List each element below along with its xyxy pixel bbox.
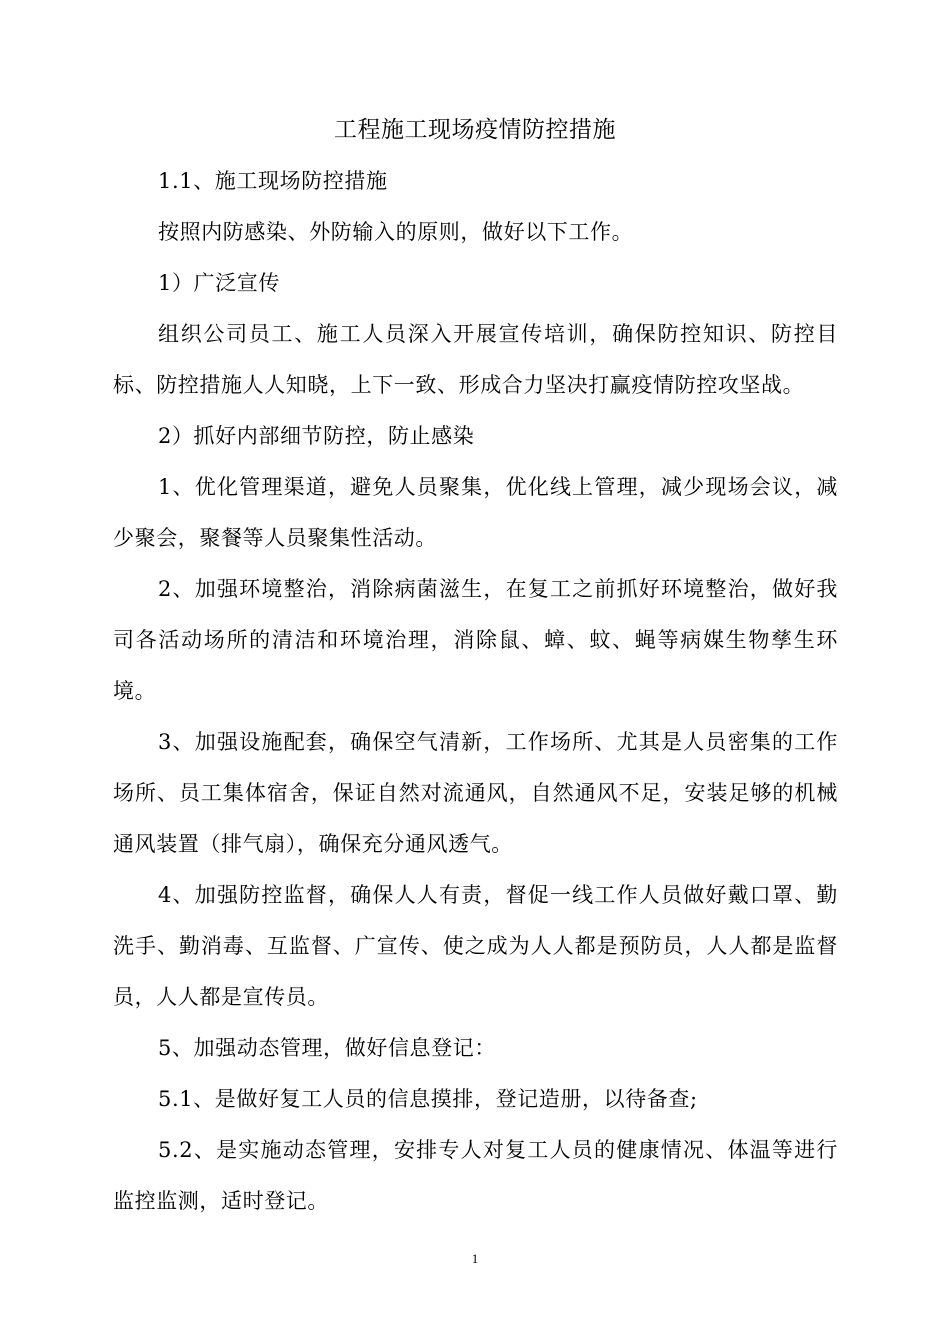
paragraph-item-5-2: 5.2、是实施动态管理，安排专人对复工人员的健康情况、体温等进行监控监测，适时登记。 — [113, 1138, 838, 1213]
paragraph-item-4: 4、加强防控监督，确保人人有责，督促一线工作人员做好戴口罩、勤洗手、勤消毒、互监督、广宣传、使之成为人人都是预防员，人人都是监督员，人人都是宣传员。 — [113, 883, 838, 1009]
section-heading: 1.1、施工现场防控措施 — [158, 169, 388, 193]
paragraph-item-5: 5、加强动态管理，做好信息登记： — [158, 1036, 496, 1060]
subheading-publicity: 1）广泛宣传 — [158, 271, 280, 295]
paragraph-item-5-1: 5.1、是做好复工人员的信息摸排，登记造册，以待备查; — [158, 1087, 698, 1111]
intro-paragraph: 按照内防感染、外防输入的原则，做好以下工作。 — [158, 220, 634, 244]
page-number: 1 — [471, 1251, 479, 1266]
paragraph-item-2: 2、加强环境整治，消除病菌滋生，在复工之前抓好环境整治，做好我司各活动场所的清洁和环境治理，消除鼠、蟑、蚊、蝇等病媒生物孳生环境。 — [113, 577, 838, 703]
document-body — [113, 156, 838, 1227]
document-title: 工程施工现场疫情防控措施 — [334, 117, 616, 143]
subheading-internal-control: 2）抓好内部细节防控，防止感染 — [158, 424, 475, 448]
paragraph-publicity: 组织公司员工、施工人员深入开展宣传培训，确保防控知识、防控目标、防控措施人人知晓，上下一致、形成合力坚决打赢疫情防控攻坚战。 — [113, 322, 838, 397]
paragraph-item-1: 1、优化管理渠道，避免人员聚集，优化线上管理，减少现场会议，减少聚会，聚餐等人员聚集性活动。 — [113, 475, 838, 550]
paragraph-item-3: 3、加强设施配套，确保空气清新，工作场所、尤其是人员密集的工作场所、员工集体宿舍，保证自然对流通风，自然通风不足，安装足够的机械通风装置（排气扇），确保充分通风透气。 — [113, 730, 838, 856]
